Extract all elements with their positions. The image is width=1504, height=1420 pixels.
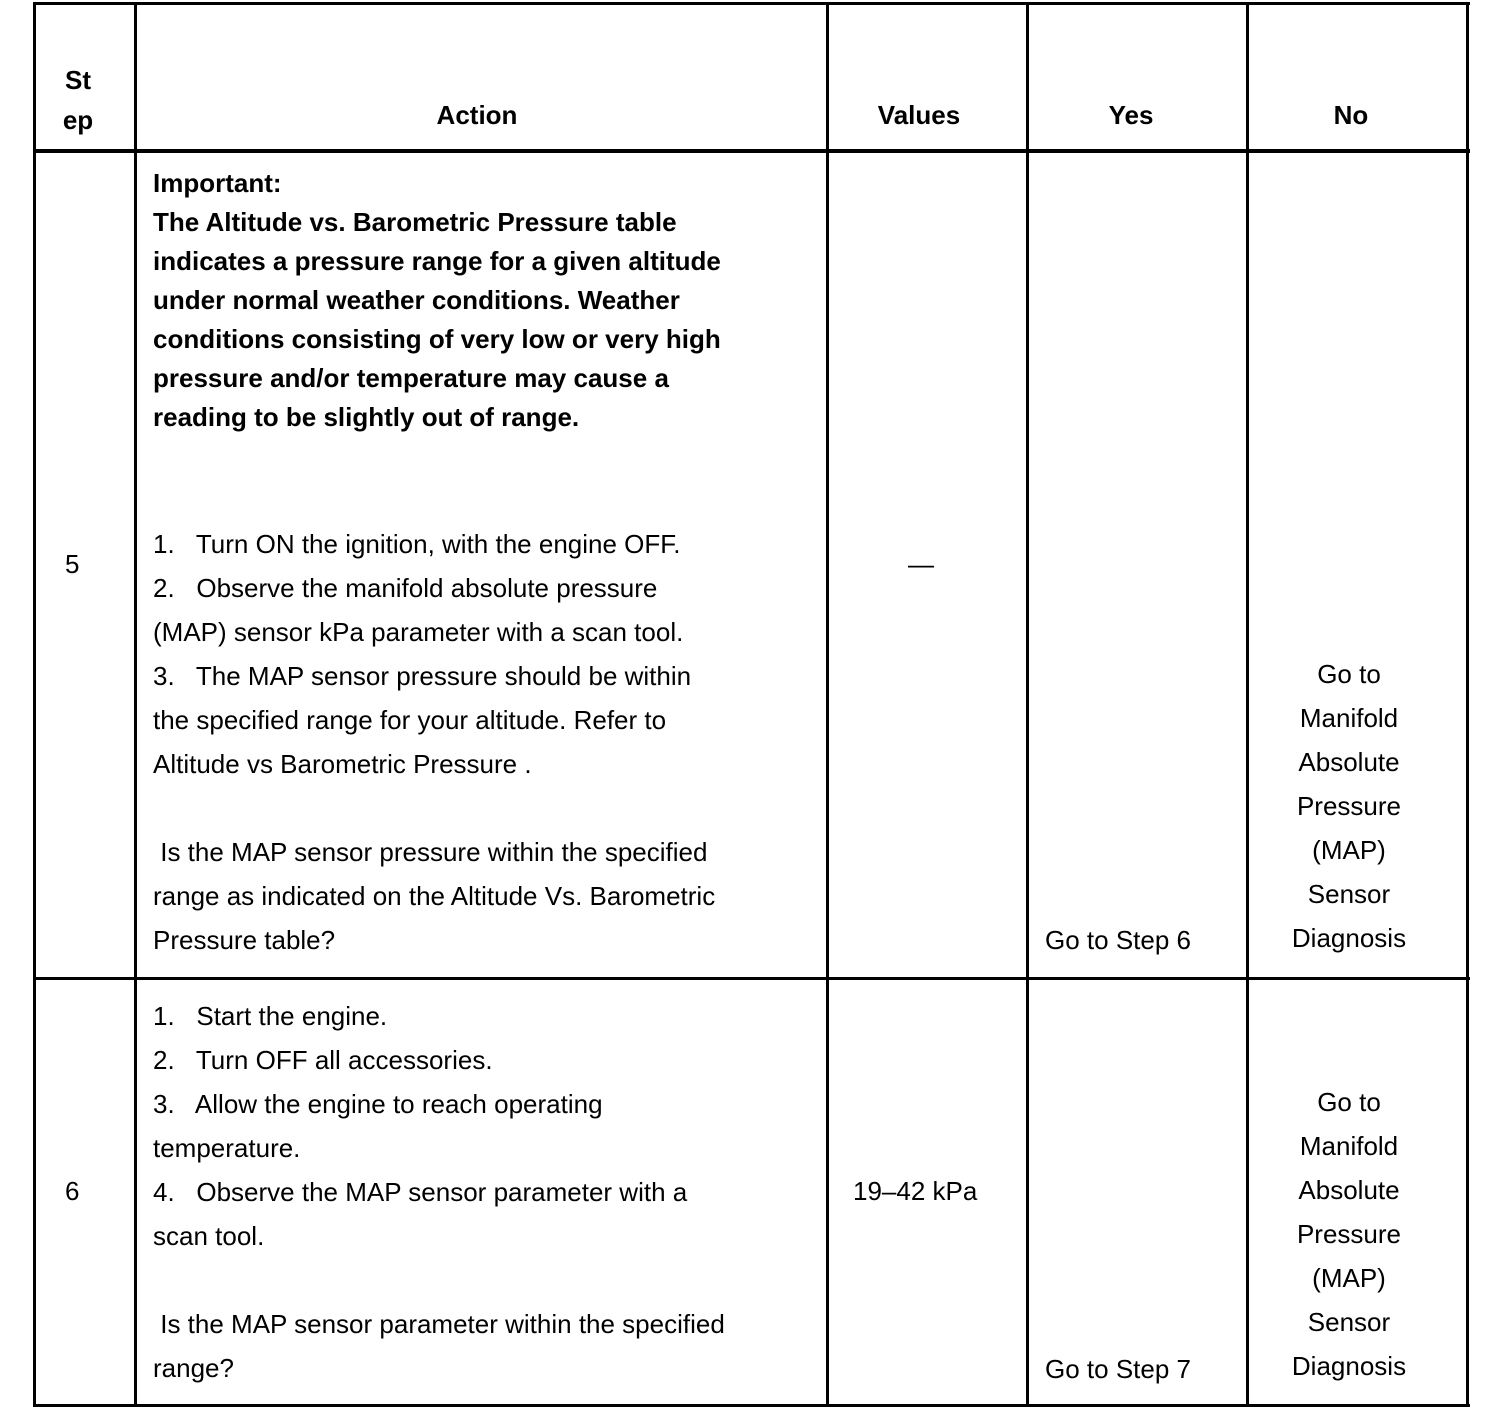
column-divider-step [134,2,137,1407]
action-line: scan tool. [153,1221,265,1251]
action-line: Altitude vs Barometric Pressure . [153,749,532,779]
row-5-value: — [908,549,934,579]
row-6-value: 19–42 kPa [853,1176,978,1206]
action-line: temperature. [153,1133,301,1163]
no-line: Pressure [1296,791,1402,821]
action-line: (MAP) sensor kPa parameter with a scan tool. [153,617,684,647]
row-6-yes: Go to Step 7 [1045,1354,1191,1384]
action-line: the specified range for your altitude. Refer to [153,705,667,735]
no-line: (MAP) [1312,835,1386,865]
action-line: 3. Allow the engine to reach operating [153,1089,603,1119]
row-5-yes: Go to Step 6 [1045,925,1191,955]
important-title: Important: [153,168,282,198]
action-line: 1. Turn ON the ignition, with the engine OFF. [153,529,681,559]
row-5-question [153,830,821,962]
header-action: Action [436,100,518,130]
important-line: The Altitude vs. Barometric Pressure table [153,207,677,237]
row-6-step: 6 [65,1176,80,1206]
no-line: Manifold [1299,703,1399,733]
table-border-right [1466,2,1469,1407]
header-yes: Yes [1108,100,1154,130]
header-divider [33,149,1470,153]
important-line: under normal weather conditions. Weather [153,285,680,315]
important-line: conditions consisting of very low or very high [153,324,721,354]
table-border-left [33,2,36,1407]
row-5-important-note [153,164,813,437]
row-5-action-steps [153,522,821,786]
important-line: reading to be slightly out of range. [153,402,580,432]
question-line: Pressure table? [153,925,336,955]
row-divider [33,977,1470,980]
no-line: Diagnosis [1291,1351,1407,1381]
no-line: Go to [1317,1087,1381,1117]
header-step-line1: St [65,65,91,95]
no-line: Sensor [1307,879,1391,909]
no-line: Absolute [1298,1175,1400,1205]
no-line: (MAP) [1312,1263,1386,1293]
row-6-question [153,1302,821,1390]
important-line: pressure and/or temperature may cause a [153,363,669,393]
important-line: indicates a pressure range for a given altitude [153,246,721,276]
action-line: 2. Observe the manifold absolute pressure [153,573,658,603]
column-divider-values [1026,2,1029,1407]
table-border-bottom [33,1404,1470,1407]
row-6-action-steps [153,994,821,1258]
row-6-no [1249,1080,1449,1388]
action-line: 1. Start the engine. [153,1001,388,1031]
question-line: range as indicated on the Altitude Vs. Barometric [153,881,716,911]
question-line: range? [153,1353,234,1383]
no-line: Pressure [1296,1219,1402,1249]
action-line: 4. Observe the MAP sensor parameter with a [153,1177,688,1207]
row-5-no [1249,652,1449,960]
header-no: No [1333,100,1369,130]
table-border-top [33,2,1470,5]
header-values: Values [877,100,961,130]
no-line: Manifold [1299,1131,1399,1161]
action-line: 2. Turn OFF all accessories. [153,1045,493,1075]
question-line: Is the MAP sensor parameter within the specified [153,1309,725,1339]
no-line: Go to [1317,659,1381,689]
question-line: Is the MAP sensor pressure within the specified [153,837,708,867]
row-5-step: 5 [65,549,80,579]
column-divider-action [826,2,829,1407]
header-step-line2: ep [62,105,94,135]
no-line: Absolute [1298,747,1400,777]
header-step [36,60,120,140]
no-line: Sensor [1307,1307,1391,1337]
action-line: 3. The MAP sensor pressure should be within [153,661,692,691]
no-line: Diagnosis [1291,923,1407,953]
